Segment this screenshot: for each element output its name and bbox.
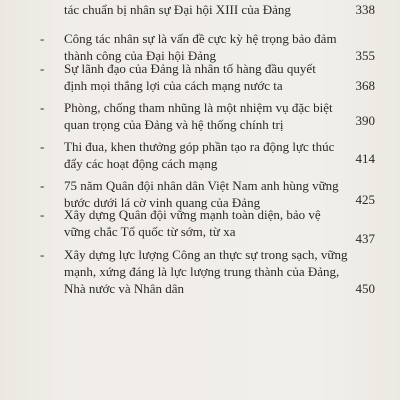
toc-entry-title [64, 60, 340, 94]
toc-entry [0, 246, 400, 297]
toc-entry [0, 206, 400, 246]
toc-entry-title-line: Thi đua, khen thưởng góp phần tạo ra động lực thúc [64, 139, 335, 154]
toc-page-number: 414 [355, 151, 375, 166]
toc-entry-dash: - [40, 207, 45, 222]
toc-entry-title [64, 30, 340, 64]
toc-entry [0, 1, 400, 18]
toc-entry [0, 60, 400, 94]
toc-entry-title [64, 1, 340, 18]
toc-page-number: 390 [355, 113, 375, 128]
toc-entry-title-line: định mọi thắng lợi của cách mạng nước ta [64, 78, 283, 93]
toc-entry-title-line: Xây dựng Quân đội vững mạnh toàn diện, bảo vệ [64, 207, 321, 222]
toc-page-number: 368 [355, 78, 375, 93]
toc-entry-dash: - [40, 178, 45, 193]
toc-entry-title-line: đẩy các hoạt động cách mạng [64, 156, 218, 171]
toc-entry-title-line: Xây dựng lực lượng Công an thực sự trong sạch, vững [64, 247, 348, 262]
toc-entry-title-line: quan trọng của Đảng và hệ thống chính trị [64, 117, 284, 132]
toc-entry-title-line: Nhà nước và Nhân dân [64, 281, 185, 296]
toc-entry-dash: - [40, 139, 45, 154]
toc-entry-dash: - [40, 61, 45, 76]
toc-entry-dash: - [40, 100, 45, 115]
toc-page-number: 338 [355, 2, 375, 17]
toc-entry-title [64, 246, 348, 297]
toc-entry-title [64, 99, 340, 133]
toc-entry-dash: - [40, 247, 45, 262]
toc-entry-title [64, 206, 340, 240]
toc-entry-title-line: vững chắc Tổ quốc từ sớm, từ xa [64, 224, 236, 239]
toc-entry-title-line: thành công của Đại hội Đảng [64, 48, 216, 63]
toc-entry-title-line: mạnh, xứng đáng là lực lượng trung thành của Đảng, [64, 264, 340, 279]
toc-entry-title-line: tác chuẩn bị nhân sự Đại hội XIII của Đảng [64, 2, 291, 17]
toc-entry-title-line: Sự lãnh đạo của Đảng là nhân tố hàng đầu quyết [64, 61, 316, 76]
toc-entry-title [64, 138, 340, 172]
toc-page-number: 437 [355, 231, 375, 246]
toc-entry-title-line: Phòng, chống tham nhũng là một nhiệm vụ đặc biệt [64, 100, 333, 115]
toc-entry-title-line: 75 năm Quân đội nhân dân Việt Nam anh hùng vững [64, 178, 339, 193]
toc-entry-title-line: Công tác nhân sự là vấn đề cực kỳ hệ trọng bảo đảm [64, 31, 337, 46]
toc-entry [0, 30, 400, 64]
toc-page-number: 425 [355, 192, 375, 207]
toc-entry [0, 99, 400, 133]
toc-page-number: 450 [355, 281, 375, 296]
toc-page-number: 355 [355, 48, 375, 63]
toc-entry-title-line: bước dưới lá cờ vinh quang của Đảng [64, 195, 261, 210]
toc-entry [0, 138, 400, 172]
toc-entry-dash: - [40, 31, 45, 46]
